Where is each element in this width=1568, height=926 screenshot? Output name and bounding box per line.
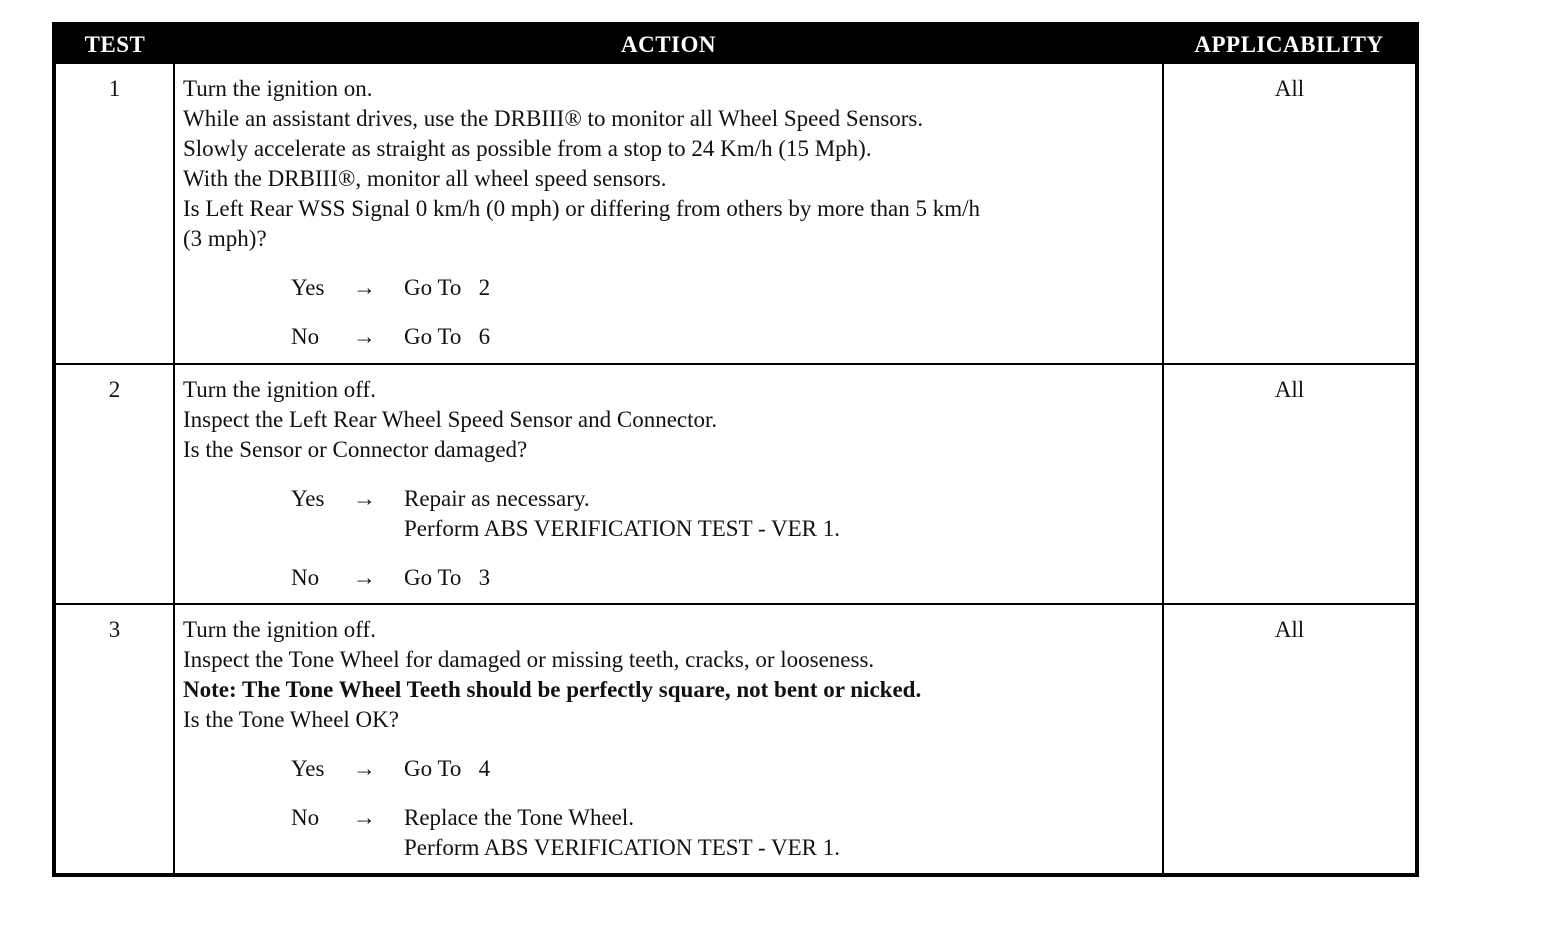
diagnostic-table-frame [52, 22, 1419, 877]
arrow-right-icon: → [353, 565, 376, 590]
yes-label: Yes [291, 756, 325, 781]
action-line: With the DRBIII®, monitor all wheel speed sensors. [183, 166, 667, 191]
diagnostic-test-table [56, 26, 1415, 873]
yes-branch [291, 484, 1156, 544]
yes-label: Yes [291, 486, 325, 511]
no-branch [291, 803, 1156, 863]
action-line: Inspect the Tone Wheel for damaged or missing teeth, cracks, or looseness. [183, 647, 875, 672]
header-test: TEST [56, 26, 174, 64]
action-line: Turn the ignition on. [183, 76, 373, 101]
action-line: Is the Sensor or Connector damaged? [183, 437, 528, 462]
no-result: Replace the Tone Wheel. Perform ABS VERIFICATION TEST - VER 1. [404, 805, 840, 860]
action-line: Turn the ignition off. [183, 617, 376, 642]
table-row [56, 64, 1415, 364]
applicability-cell: All [1163, 64, 1415, 364]
action-steps [183, 375, 1156, 465]
yes-result: Go To 4 [404, 756, 491, 781]
action-steps [183, 74, 1156, 254]
arrow-right-icon: → [353, 275, 376, 300]
action-steps [183, 615, 1156, 735]
action-line: Slowly accelerate as straight as possible from a stop to 24 Km/h (15 Mph). [183, 136, 872, 161]
action-line: Inspect the Left Rear Wheel Speed Sensor and Connector. [183, 407, 718, 432]
no-label: No [291, 324, 320, 349]
note-text: Note: The Tone Wheel Teeth should be perfectly square, not bent or nicked. [183, 677, 922, 702]
arrow-right-icon: → [353, 486, 376, 511]
action-line: Is the Tone Wheel OK? [183, 707, 399, 732]
no-result: Go To 6 [404, 324, 491, 349]
test-number: 1 [56, 64, 174, 364]
table-row [56, 604, 1415, 873]
table-row [56, 364, 1415, 604]
header-applicability: APPLICABILITY [1163, 26, 1415, 64]
applicability-cell: All [1163, 604, 1415, 873]
action-cell [174, 364, 1163, 604]
no-result: Go To 3 [404, 565, 491, 590]
yes-result: Repair as necessary. Perform ABS VERIFICATION TEST - VER 1. [404, 486, 840, 541]
action-cell [174, 64, 1163, 364]
yes-label: Yes [291, 275, 325, 300]
arrow-right-icon: → [353, 805, 376, 830]
action-line: Turn the ignition off. [183, 377, 376, 402]
no-label: No [291, 565, 320, 590]
action-line: (3 mph)? [183, 226, 267, 251]
action-line: Is Left Rear WSS Signal 0 km/h (0 mph) or differing from others by more than 5 km/h [183, 196, 980, 221]
yes-branch [291, 754, 1156, 784]
no-branch [291, 563, 1156, 593]
arrow-right-icon: → [353, 756, 376, 781]
header-action: ACTION [174, 26, 1163, 64]
action-cell [174, 604, 1163, 873]
applicability-cell: All [1163, 364, 1415, 604]
no-branch [291, 322, 1156, 352]
yes-branch [291, 273, 1156, 303]
table-header-row [56, 26, 1415, 64]
test-number: 3 [56, 604, 174, 873]
test-number: 2 [56, 364, 174, 604]
action-line: While an assistant drives, use the DRBIII® to monitor all Wheel Speed Sensors. [183, 106, 924, 131]
yes-result: Go To 2 [404, 275, 491, 300]
no-label: No [291, 805, 320, 830]
arrow-right-icon: → [353, 324, 376, 349]
